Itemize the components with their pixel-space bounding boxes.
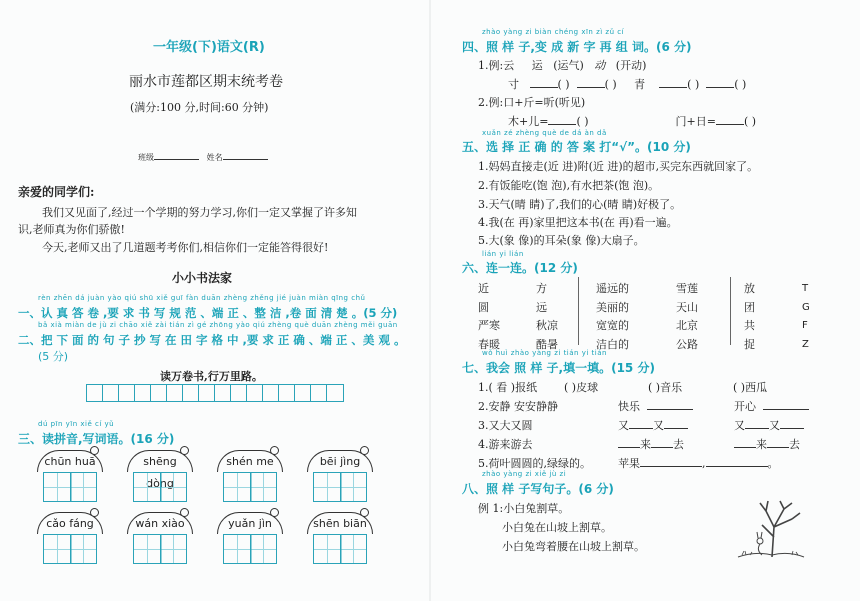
q4-pinyin: zhào yàng zi biàn chéng xīn zì zǔ cí [482, 28, 625, 36]
q4-2-example: 2.例:口+斤=听(听见) [478, 96, 586, 109]
paren: ( ) [743, 115, 757, 128]
q8-example-2: 小白兔在山坡上割草。 [502, 521, 612, 534]
house-pinyin: bēi jìng [307, 450, 373, 472]
q7-3c [734, 417, 804, 433]
q7-4c-char: 去 [789, 438, 800, 451]
match-col-6 [802, 280, 810, 354]
q5-item-5[interactable]: 5.大(象 像)的耳朵(象 像)大扇子。 [478, 234, 645, 247]
q7-2b [618, 398, 693, 414]
q5-item-1[interactable]: 1.妈妈直接走(近 进)附(近 进)的超市,买完东西就回家了。 [478, 160, 759, 173]
house-pinyin: shén me [217, 450, 283, 472]
match-word[interactable]: 洁白的 [596, 337, 629, 351]
q5-item-4[interactable]: 4.我(在 再)家里把这本书(在 再)看一遍。 [478, 216, 678, 229]
q4-1-row [508, 76, 746, 92]
match-col-4 [676, 280, 698, 354]
match-word[interactable]: 雪莲 [676, 282, 698, 295]
q4-1-ex1-word: (运气) [553, 59, 584, 72]
q7-3b [618, 417, 688, 433]
q4-1-char-a: 寸 [508, 78, 519, 91]
match-divider [578, 277, 579, 345]
q4-heading: 四、照 样 子,变 成 新 字 再 组 词。(6 分) [462, 40, 692, 54]
blank[interactable] [706, 87, 734, 88]
exam-meta: (满分:100 分,时间:60 分钟) [130, 101, 269, 114]
blank[interactable] [763, 409, 809, 410]
q7-5b-word: 苹果 [618, 457, 640, 470]
match-word[interactable]: 宽宽的 [596, 319, 629, 332]
paren: ( ) [604, 78, 617, 91]
intro-line-2: 识,老师真为你们骄傲! [18, 223, 125, 236]
blank[interactable] [745, 428, 769, 429]
house-pinyin: chūn huā [37, 450, 103, 472]
q4-2-a: 木+儿= [508, 115, 549, 128]
q4-2-row [508, 113, 756, 129]
blank[interactable] [706, 466, 768, 467]
chimney-icon [90, 508, 99, 517]
paren: ( ) [687, 78, 700, 91]
blank[interactable] [640, 466, 702, 467]
house-pinyin: wán xiào [127, 512, 193, 534]
blank[interactable] [577, 87, 605, 88]
q7-pinyin: wǒ huì zhào yàng zi tián yi tián [482, 349, 607, 357]
match-word[interactable]: 团 [744, 300, 755, 314]
match-letter[interactable]: G [802, 301, 810, 313]
class-blank[interactable] [154, 159, 199, 160]
greeting: 亲爱的同学们: [18, 185, 95, 199]
match-word[interactable]: 放 [744, 282, 755, 295]
chimney-icon [180, 446, 189, 455]
q8-pinyin: zhào yàng zi xiě jù zi [482, 470, 567, 478]
match-col-5 [744, 280, 755, 354]
answer-boxes[interactable] [223, 534, 277, 564]
answer-boxes[interactable] [43, 472, 97, 502]
pinyin-house[interactable] [307, 450, 375, 508]
class-field [138, 152, 268, 163]
answer-boxes[interactable] [133, 472, 187, 502]
q7-5b: 苹果 , 。 [618, 457, 779, 470]
q5-item-2[interactable]: 2.有饭能吃(饱 泡),有水把茶(饱 泡)。 [478, 179, 660, 192]
match-word[interactable]: 公路 [676, 337, 698, 351]
q7-4: 4.游来游去 [478, 438, 533, 451]
q3-heading: 三、读拼音,写词语。(16 分) [18, 432, 175, 446]
q5-item-3[interactable]: 3.天气(晴 睛)了,我们的心(晴 睛)好极了。 [478, 198, 682, 211]
blank[interactable] [548, 124, 576, 125]
q2-heading: 二、把 下 面 的 句 子 抄 写 在 田 字 格 中 ,要 求 正 确 、端 正 、美 观 。 [18, 333, 406, 347]
q8-heading: 八、照 样 子写句子。(6 分) [462, 482, 614, 496]
q7-4c [734, 436, 800, 452]
q4-2-b: 门+日= [675, 115, 716, 128]
match-letter[interactable]: Z [802, 338, 809, 350]
q2-score: (5 分) [38, 350, 69, 363]
chimney-icon [90, 446, 99, 455]
pinyin-house[interactable] [307, 512, 375, 570]
chimney-icon [360, 508, 369, 517]
match-word[interactable]: 天山 [676, 300, 698, 314]
match-letter[interactable]: T [802, 283, 809, 294]
match-col-3 [596, 280, 629, 354]
blank[interactable] [664, 428, 688, 429]
blank[interactable] [618, 447, 640, 448]
q7-5: 5.荷叶圆圆的,绿绿的。 [478, 457, 591, 470]
tianzige-grid[interactable] [86, 384, 344, 402]
q4-1-char-b: 青 [634, 78, 646, 91]
match-word[interactable]: 酷暑 [536, 337, 558, 351]
exam-subtitle: 丽水市莲都区期末统考卷 [129, 74, 283, 90]
match-letter[interactable]: F [802, 320, 808, 331]
blank[interactable] [780, 428, 804, 429]
match-word[interactable]: 遥远的 [596, 282, 629, 295]
q7-3c-char: 又 [769, 419, 780, 432]
q7-1d[interactable]: ( )西瓜 [733, 381, 768, 394]
class-label: 班级 [138, 153, 154, 162]
q4-1-label: 1.例:云 [478, 59, 515, 72]
q1-pinyin: rèn zhēn dá juàn yào qiú shū xiě guī fàn duān zhèng zhěng jié juàn miàn qīng chǔ [38, 294, 366, 302]
q4-1-example [478, 57, 646, 73]
pinyin-house[interactable] [127, 450, 195, 508]
q2-pinyin: bǎ xià miàn de jù zi chāo xiě zài tián zì gé zhōng yào qiú zhèng què duān zhèng měi guān [38, 321, 398, 329]
q7-3b-char: 又 [653, 419, 664, 432]
match-word[interactable]: 共 [744, 319, 755, 332]
page-fold [429, 0, 431, 601]
answer-boxes[interactable] [133, 534, 187, 564]
q7-4b-char: 来 [640, 438, 651, 451]
chimney-icon [360, 446, 369, 455]
q5-heading: 五、选 择 正 确 的 答 案 打“√”。(10 分) [462, 140, 691, 154]
q7-heading: 七、我会 照 样 子,填一填。(15 分) [462, 361, 655, 375]
match-word[interactable]: 捉 [744, 337, 755, 351]
match-col-1 [478, 280, 500, 354]
answer-boxes[interactable] [313, 472, 367, 502]
chimney-icon [270, 446, 279, 455]
q7-3: 3.又大又圆 [478, 419, 533, 432]
match-word[interactable]: 严寒 [478, 319, 500, 332]
q7-1b[interactable]: ( )皮球 [564, 381, 599, 394]
q3-pinyin: dú pīn yīn xiě cí yǔ [38, 420, 115, 428]
match-word[interactable]: 美丽的 [596, 300, 629, 314]
pinyin-house[interactable] [217, 450, 285, 508]
blank[interactable] [647, 409, 693, 410]
name-blank[interactable] [223, 159, 268, 160]
blank[interactable] [716, 124, 744, 125]
paren: ( ) [557, 78, 570, 91]
house-pinyin: shēn biān [307, 512, 373, 534]
answer-boxes[interactable] [223, 472, 277, 502]
tree-rabbit-illustration [736, 497, 806, 559]
blank[interactable] [767, 447, 789, 448]
q7-1: 1.( 看 )报纸 [478, 381, 538, 394]
house-pinyin: shēng [127, 450, 193, 472]
blank[interactable] [651, 447, 673, 448]
q7-2c-word: 开心 [734, 400, 756, 413]
match-word[interactable]: 秋凉 [536, 319, 558, 332]
pinyin-house[interactable] [37, 450, 105, 508]
house-pinyin: yuǎn jìn [217, 512, 283, 534]
house-pinyin: cǎo fáng [37, 512, 103, 534]
q7-4b-char: 来 [756, 438, 767, 451]
q1-heading: 一、认 真 答 卷 ,要 求 书 写 规 范 、端 正 、整 洁 ,卷 面 清 楚 。(5 分) [18, 306, 398, 320]
intro-line-3: 今天,老师又出了几道题考考你们,相信你们一定能答得很好! [42, 241, 329, 254]
q7-2b-word: 快乐 [618, 400, 640, 413]
exam-grade-title: 一年级(下)语文(R) [153, 40, 265, 55]
q7-2: 2.安静 安安静静 [478, 400, 558, 413]
match-word[interactable]: 春暖 [478, 337, 500, 351]
q8-example: 例 1:小白兔割草。 [478, 502, 570, 515]
q7-1c[interactable]: ( )音乐 [648, 381, 683, 394]
match-word[interactable]: 北京 [676, 319, 698, 332]
match-word[interactable]: 近 [478, 282, 489, 295]
pinyin-house[interactable] [37, 512, 105, 570]
q7-3b-char: 又 [618, 419, 629, 432]
q7-4c-char: 去 [673, 438, 684, 451]
q6-pinyin: lián yi lián [482, 250, 524, 258]
blank[interactable] [734, 447, 756, 448]
q7-3c-char: 又 [734, 419, 745, 432]
q7-4b [618, 436, 684, 452]
match-word[interactable]: 方 [536, 282, 547, 295]
blank[interactable] [629, 428, 653, 429]
match-divider [730, 277, 731, 345]
calligraphy-title: 小小书法家 [172, 271, 233, 285]
q6-heading: 六、连一连。(12 分) [462, 261, 578, 275]
chimney-icon [180, 508, 189, 517]
paren: ( ) [734, 78, 747, 91]
q5-pinyin: xuǎn zé zhèng què de dá àn dǎ [482, 129, 607, 137]
match-col-2 [536, 280, 558, 354]
q4-1-ex1: 运 [531, 59, 543, 72]
q7-2c [734, 398, 809, 414]
q4-1-ex2: 动 [594, 59, 606, 72]
chimney-icon [270, 508, 279, 517]
paren: ( ) [576, 115, 589, 128]
blank[interactable] [530, 87, 558, 88]
match-word[interactable]: 圆 [478, 300, 489, 314]
q8-example-3: 小白兔弯着腰在山坡上割草。 [502, 540, 645, 553]
blank[interactable] [659, 87, 687, 88]
pinyin-house[interactable] [217, 512, 285, 570]
match-word[interactable]: 远 [536, 300, 547, 314]
answer-boxes[interactable] [313, 534, 367, 564]
name-label: 姓名 [206, 153, 223, 162]
q4-1-ex2-word: (开动) [615, 59, 647, 72]
pinyin-house[interactable] [127, 512, 195, 570]
copy-sentence: 读万卷书,行万里路。 [160, 370, 263, 383]
intro-line-1: 我们又见面了,经过一个学期的努力学习,你们一定又掌握了许多知 [42, 206, 357, 219]
answer-boxes[interactable] [43, 534, 97, 564]
